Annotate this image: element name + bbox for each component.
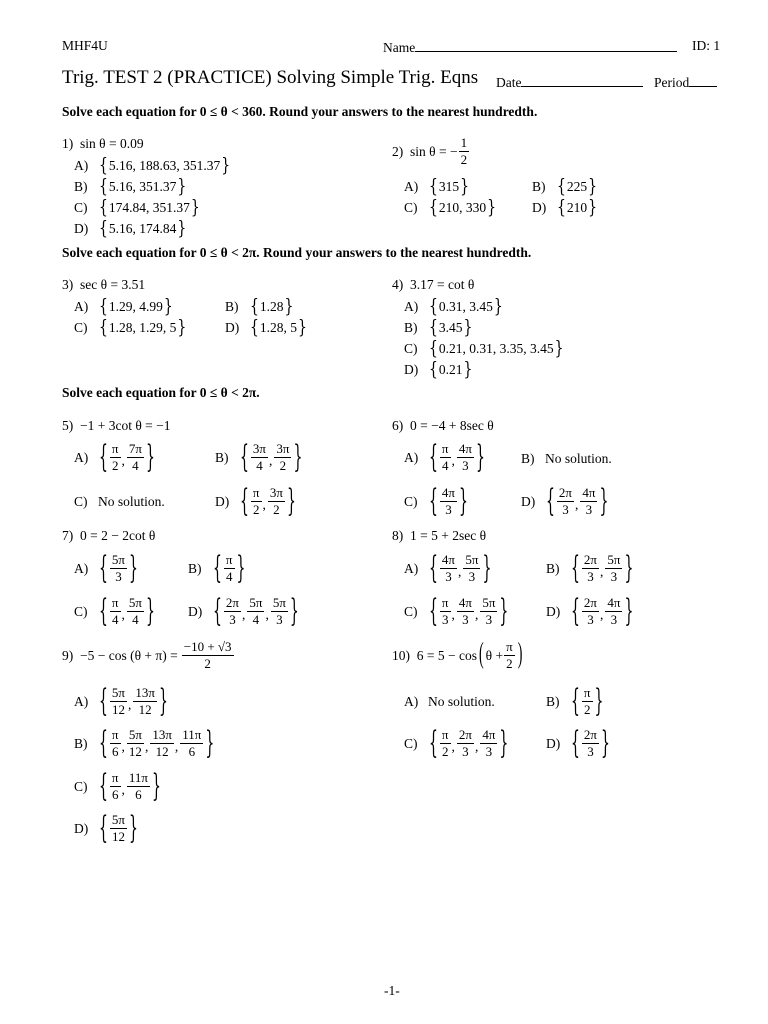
q10-option-b[interactable]: B) { $\frac{\pi}{2}$ } bbox=[546, 683, 604, 720]
option-label: D) bbox=[225, 320, 240, 335]
q3-option-d[interactable]: D) { 1.28, 5 } bbox=[225, 317, 307, 339]
option-label: A) bbox=[404, 179, 419, 194]
instruction-radians: Solve each equation for 0 ≤ θ < 2π. bbox=[62, 385, 260, 400]
answer-set: 315 bbox=[438, 179, 460, 194]
q2-option-a[interactable]: A) { 315 } bbox=[404, 176, 470, 198]
question-equation: 0 = −4 + 8sec θ bbox=[410, 418, 494, 433]
q1-option-d[interactable]: D) { 5.16, 174.84 } bbox=[74, 218, 187, 240]
question-equation: sin θ = − bbox=[410, 143, 458, 159]
test-title: Trig. TEST 2 (PRACTICE) Solving Simple Trig. Eqns bbox=[62, 67, 479, 88]
q9-option-c[interactable]: C) { $\frac{\pi}{6}$ , $\frac{11\pi}{6}$ } bbox=[74, 768, 161, 805]
fraction-numerator: π bbox=[506, 639, 513, 654]
q7-option-d[interactable]: D) { $\frac{2\pi}{3}$ , $\frac{5\pi}{4}$ , $\frac{5\pi}{3}$ } bbox=[188, 593, 299, 630]
answer-set: 5.16, 188.63, 351.37 bbox=[108, 158, 221, 173]
option-label: B) bbox=[404, 320, 418, 335]
q8-option-c[interactable]: C) { $\frac{\pi}{3}$ , $\frac{4\pi}{3}$ , $\frac{5\pi}{3}$ } bbox=[404, 593, 509, 630]
question-6-stem bbox=[392, 418, 494, 434]
option-label: D) bbox=[532, 200, 547, 215]
answer-set: 5.16, 351.37 bbox=[108, 179, 177, 194]
question-equation: −5 − cos (θ + π) = bbox=[80, 647, 178, 663]
question-equation: sin θ = 0.09 bbox=[80, 136, 144, 151]
instruction-radians-round: Solve each equation for 0 ≤ θ < 2π. Round your answers to the nearest hundredth. bbox=[62, 245, 532, 260]
question-equation-inner: θ + bbox=[485, 647, 504, 663]
date-line bbox=[521, 73, 643, 87]
option-label: A) bbox=[404, 299, 419, 314]
q6-option-b[interactable]: B) No solution. bbox=[521, 451, 612, 466]
answer-set: 210 bbox=[566, 200, 588, 215]
q10-option-d[interactable]: D) { $\frac{2\pi}{3}$ } bbox=[546, 725, 610, 762]
fraction-denominator: 2 bbox=[204, 656, 211, 671]
q4-option-d[interactable]: D) { 0.21 } bbox=[404, 359, 473, 381]
q8-option-b[interactable]: B) { $\frac{2\pi}{3}$ , $\frac{5\pi}{3}$ } bbox=[546, 550, 634, 587]
answer-set: 210, 330 bbox=[438, 200, 487, 215]
option-label: B) bbox=[74, 179, 88, 194]
q6-option-c[interactable]: C) { $\frac{4\pi}{3}$ } bbox=[404, 483, 468, 520]
question-7-stem bbox=[62, 528, 155, 544]
period-line bbox=[689, 73, 717, 87]
question-number: 3) bbox=[62, 277, 74, 292]
question-number: 1) bbox=[62, 136, 74, 151]
q4-option-c[interactable]: C) { 0.21, 0.31, 3.35, 3.45 } bbox=[404, 338, 564, 360]
name-label: Name bbox=[383, 40, 416, 55]
question-number: 10) bbox=[392, 647, 410, 663]
period-label: Period bbox=[654, 75, 690, 90]
q5-option-d[interactable]: D) { $\frac{\pi}{2}$ , $\frac{3\pi}{2}$ } bbox=[215, 483, 296, 520]
q2-option-c[interactable]: C) { 210, 330 } bbox=[404, 197, 497, 219]
fraction-denominator: 2 bbox=[506, 656, 513, 671]
answer-set: 225 bbox=[566, 179, 588, 194]
option-label: A) bbox=[74, 158, 89, 173]
q3-option-c[interactable]: C) { 1.28, 1.29, 5 } bbox=[74, 317, 187, 339]
q7-option-a[interactable]: A) { $\frac{5\pi}{3}$ } bbox=[74, 550, 138, 587]
q7-option-c[interactable]: C) { $\frac{\pi}{4}$ , $\frac{5\pi}{4}$ } bbox=[74, 593, 155, 630]
answer-set: 5.16, 174.84 bbox=[108, 221, 177, 236]
q1-option-a[interactable]: A) { 5.16, 188.63, 351.37 } bbox=[74, 155, 231, 177]
question-5-stem bbox=[62, 418, 171, 434]
q7-option-b[interactable]: B) { $\frac{\pi}{4}$ } bbox=[188, 550, 246, 587]
fraction-denominator: 2 bbox=[460, 152, 468, 167]
no-solution-text: No solution. bbox=[428, 694, 495, 709]
answer-set: 1.28, 1.29, 5 bbox=[108, 320, 177, 335]
question-equation: 0 = 2 − 2cot θ bbox=[80, 528, 156, 543]
no-solution-text: No solution. bbox=[545, 451, 612, 466]
question-equation: 6 = 5 − cos bbox=[416, 647, 477, 663]
option-label: C) bbox=[404, 200, 418, 215]
question-number: 8) bbox=[392, 528, 404, 543]
q2-option-d[interactable]: D) { 210 } bbox=[532, 197, 598, 219]
name-line bbox=[415, 38, 677, 52]
question-1-stem bbox=[62, 136, 144, 152]
answer-set: 0.21 bbox=[438, 362, 463, 377]
q3-option-a[interactable]: A) { 1.29, 4.99 } bbox=[74, 296, 173, 318]
q4-option-a[interactable]: A) { 0.31, 3.45 } bbox=[404, 296, 503, 318]
fraction-numerator: −10 + √3 bbox=[183, 639, 232, 654]
date-label: Date bbox=[496, 75, 522, 90]
id-label: ID: 1 bbox=[692, 38, 721, 53]
option-label: D) bbox=[404, 362, 419, 377]
q8-option-a[interactable]: A) { $\frac{4\pi}{3}$ , $\frac{5\pi}{3}$ } bbox=[404, 550, 492, 587]
question-4-stem bbox=[392, 277, 474, 293]
question-3-stem bbox=[62, 277, 145, 293]
page-number: -1- bbox=[384, 983, 400, 998]
question-10-stem: 10) 6 = 5 − cos ( θ + $\frac{\pi}{2}$ ) bbox=[392, 638, 523, 671]
question-equation: 3.17 = cot θ bbox=[410, 277, 475, 292]
answer-set: 174.84, 351.37 bbox=[108, 200, 190, 215]
q9-option-b[interactable]: B) { $\frac{\pi}{6}$ , $\frac{5\pi}{12}$ , $\frac{13\pi}{12}$ , $\frac{11\pi}{6}$ } bbox=[74, 725, 215, 762]
option-label: C) bbox=[74, 200, 88, 215]
option-label: A) bbox=[74, 299, 89, 314]
q2-option-b[interactable]: B) { 225 } bbox=[532, 176, 598, 198]
question-number: 9) bbox=[62, 647, 74, 663]
q4-option-b[interactable]: B) { 3.45 } bbox=[404, 317, 473, 339]
q8-option-d[interactable]: D) { $\frac{2\pi}{3}$ , $\frac{4\pi}{3}$ } bbox=[546, 593, 634, 630]
q10-option-c[interactable]: C) { $\frac{\pi}{2}$ , $\frac{2\pi}{3}$ , $\frac{4\pi}{3}$ } bbox=[404, 725, 509, 762]
question-equation: 1 = 5 + 2sec θ bbox=[410, 528, 487, 543]
q5-option-b[interactable]: B) { $\frac{3\pi}{4}$ , $\frac{3\pi}{2}$ } bbox=[215, 439, 303, 476]
q9-option-a[interactable]: A) { $\frac{5\pi}{12}$ , $\frac{13\pi}{12}$ } bbox=[74, 683, 168, 720]
instruction-degrees: Solve each equation for 0 ≤ θ < 360. Round your answers to the nearest hundredth. bbox=[62, 104, 538, 119]
no-solution-text: No solution. bbox=[98, 494, 165, 509]
question-number: 6) bbox=[392, 418, 404, 433]
question-2-stem bbox=[392, 136, 470, 167]
question-equation: −1 + 3cot θ = −1 bbox=[80, 418, 171, 433]
answer-set: 0.21, 0.31, 3.35, 3.45 bbox=[438, 341, 554, 356]
answer-set: 1.29, 4.99 bbox=[108, 299, 163, 314]
q6-option-a[interactable]: A) { $\frac{\pi}{4}$ , $\frac{4\pi}{3}$ } bbox=[404, 439, 485, 476]
question-number: 2) bbox=[392, 143, 404, 159]
answer-set: 0.31, 3.45 bbox=[438, 299, 493, 314]
question-8-stem bbox=[392, 528, 486, 544]
option-label: D) bbox=[74, 221, 89, 236]
q9-option-d[interactable]: D) { $\frac{5\pi}{12}$ } bbox=[74, 810, 138, 847]
q10-option-a[interactable]: A) No solution. bbox=[404, 694, 495, 709]
name-field[interactable] bbox=[383, 38, 677, 56]
date-field[interactable] bbox=[496, 73, 643, 91]
question-number: 5) bbox=[62, 418, 74, 433]
q1-option-c[interactable]: C) { 174.84, 351.37 } bbox=[74, 197, 200, 219]
answer-set: 1.28 bbox=[259, 299, 284, 314]
question-equation: sec θ = 3.51 bbox=[80, 277, 146, 292]
option-label: B) bbox=[532, 179, 546, 194]
q5-option-a[interactable]: A) { $\frac{\pi}{2}$ , $\frac{7\pi}{4}$ } bbox=[74, 439, 155, 476]
option-label: C) bbox=[404, 341, 418, 356]
option-label: B) bbox=[225, 299, 239, 314]
question-number: 4) bbox=[392, 277, 404, 292]
option-label: C) bbox=[74, 320, 88, 335]
question-number: 7) bbox=[62, 528, 74, 543]
q5-option-c[interactable]: C) No solution. bbox=[74, 494, 165, 509]
period-field[interactable] bbox=[654, 73, 717, 91]
fraction-numerator: 1 bbox=[460, 135, 468, 150]
course-code: MHF4U bbox=[62, 38, 108, 53]
q1-option-b[interactable]: B) { 5.16, 351.37 } bbox=[74, 176, 187, 198]
question-9-stem bbox=[62, 640, 235, 671]
answer-set: 1.28, 5 bbox=[259, 320, 298, 335]
answer-set: 3.45 bbox=[438, 320, 463, 335]
q6-option-d[interactable]: D) { $\frac{2\pi}{3}$ , $\frac{4\pi}{3}$ } bbox=[521, 483, 609, 520]
q3-option-b[interactable]: B) { 1.28 } bbox=[225, 296, 294, 318]
